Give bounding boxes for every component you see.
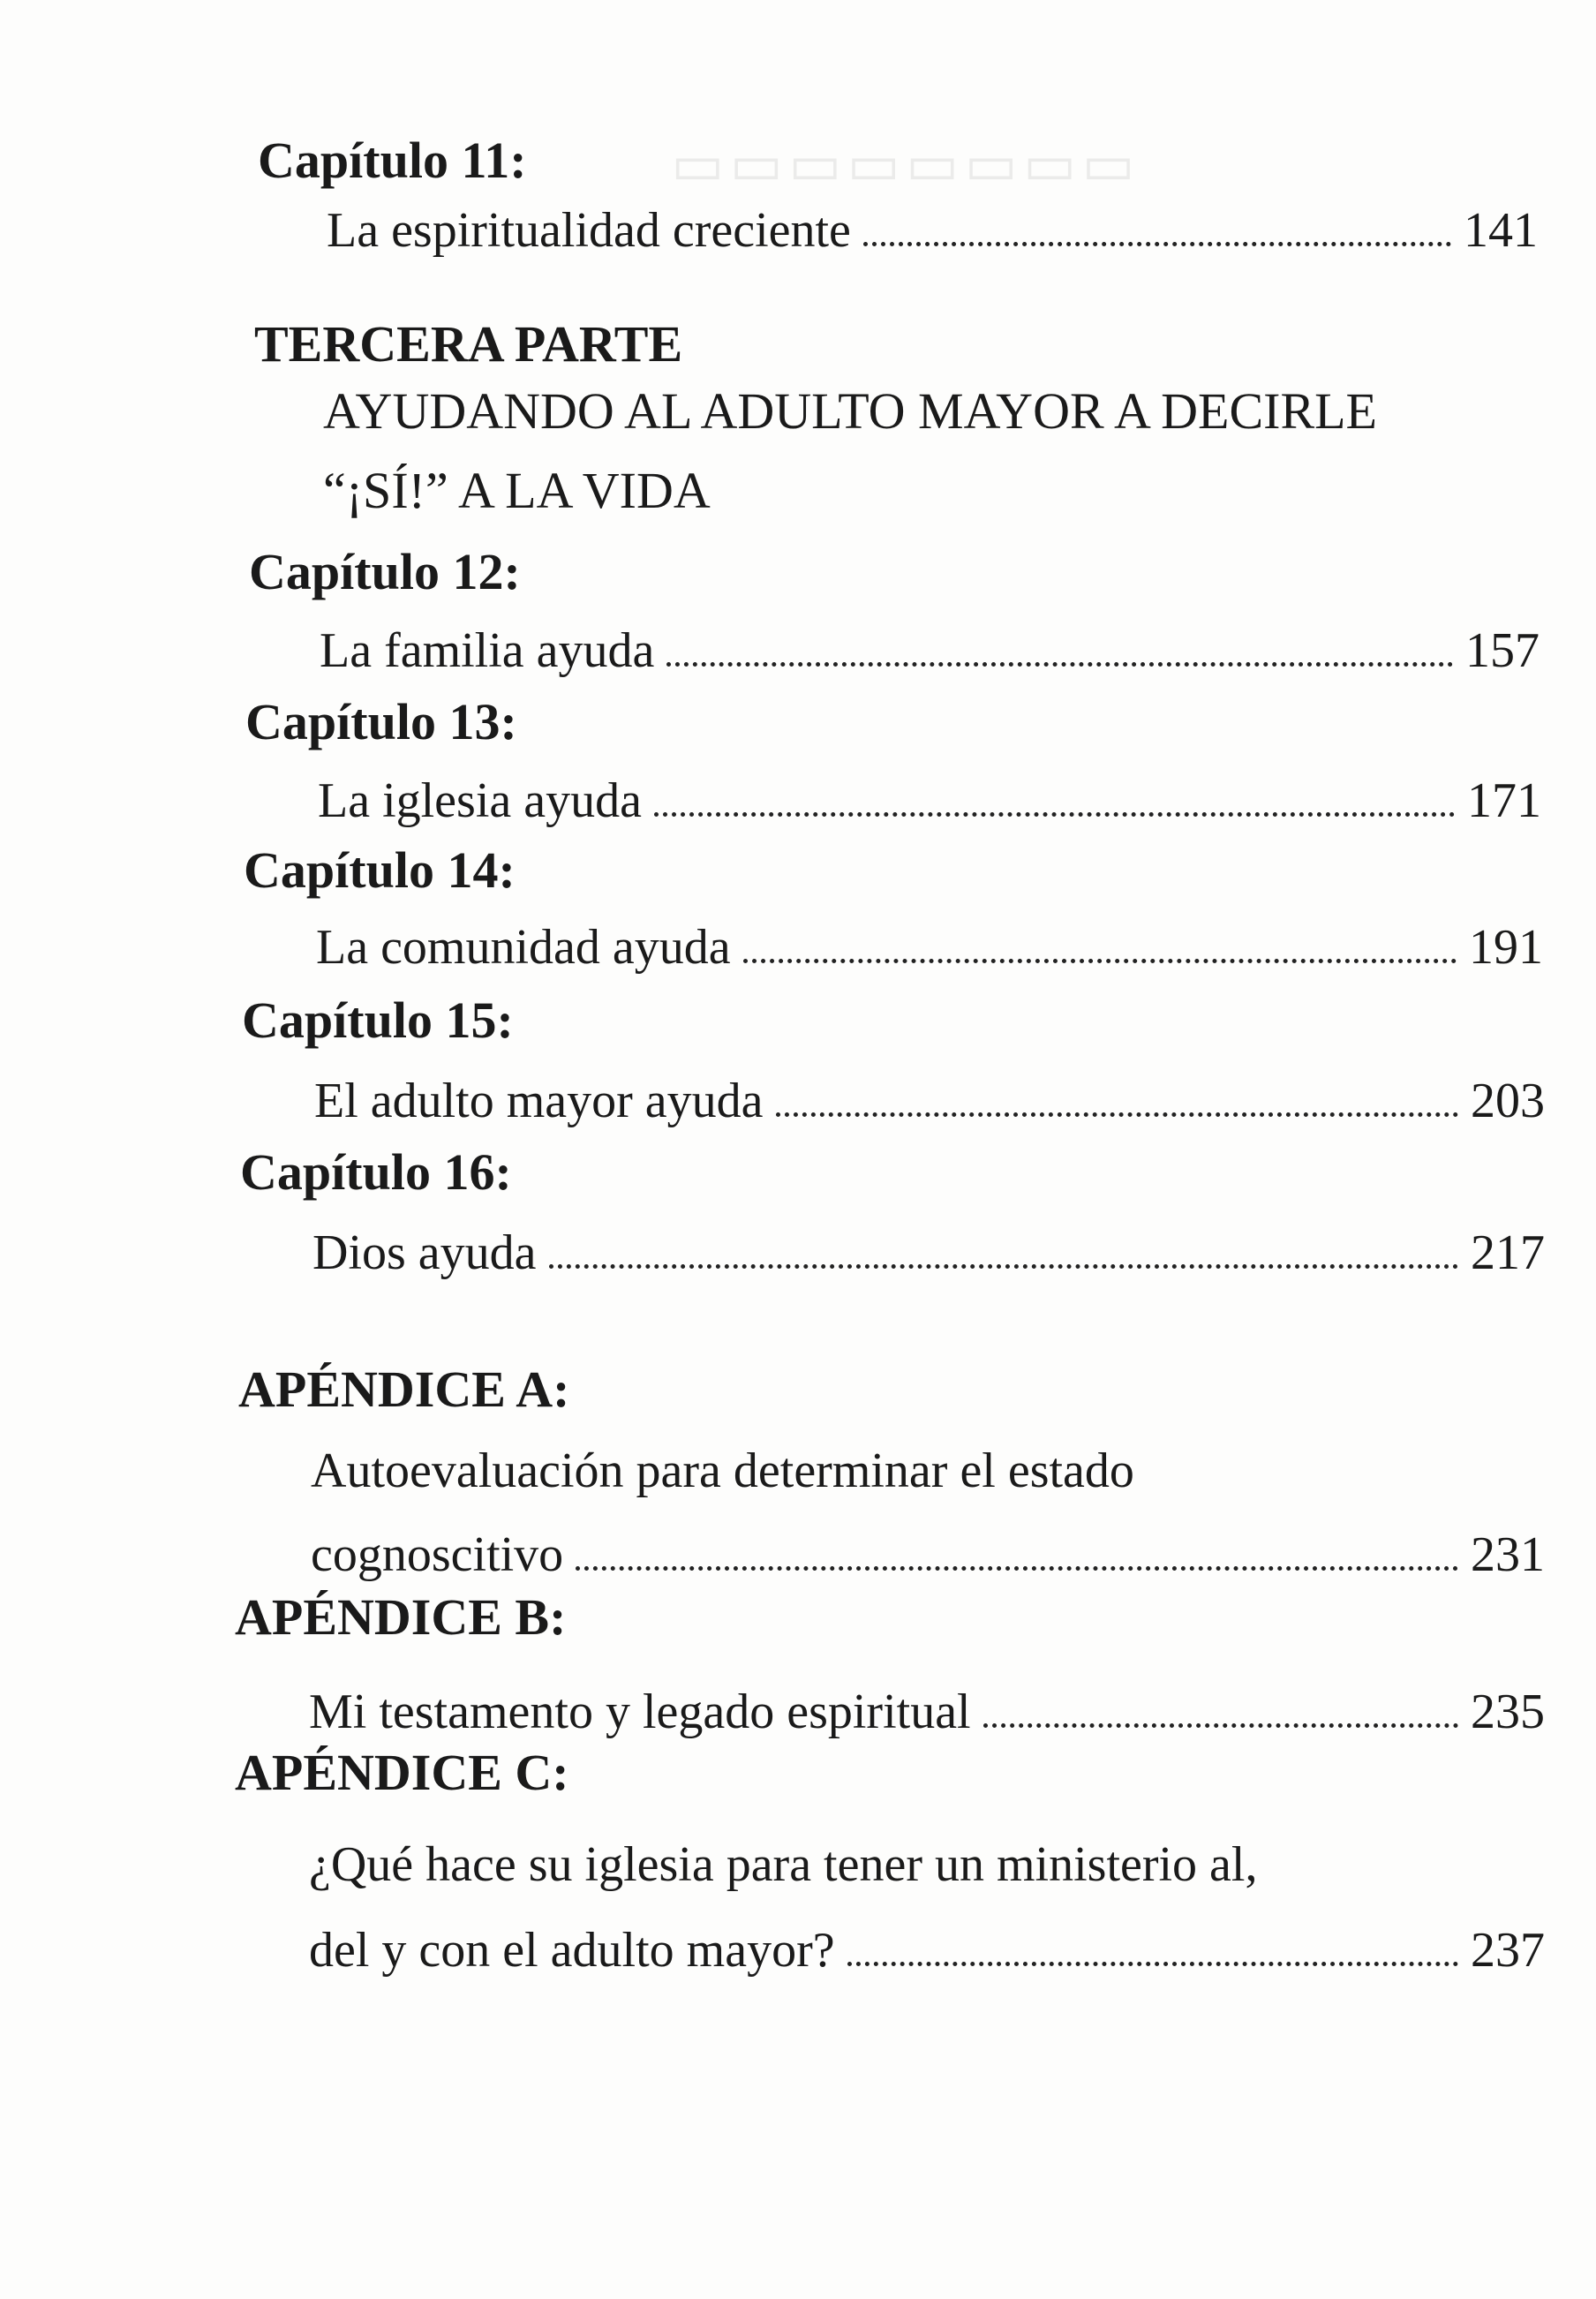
appendix-a-line-1: Autoevaluación para determinar el estado (311, 1443, 1134, 1498)
leader-dots (863, 192, 1451, 246)
chapter-12-title: La familia ayuda (320, 623, 655, 678)
chapter-11-label: Capítulo 11: (258, 132, 527, 189)
chapter-13-entry (318, 763, 1541, 829)
chapter-11-page: 141 (1464, 203, 1538, 258)
appendix-b-title: Mi testamento y legado espiritual (309, 1685, 971, 1739)
chapter-12-label: Capítulo 12: (249, 543, 521, 600)
chapter-12-page: 157 (1465, 623, 1540, 678)
leader-dots (576, 1517, 1458, 1571)
chapter-16-page: 217 (1471, 1225, 1545, 1280)
leader-dots (776, 1063, 1458, 1117)
appendix-a-entry (311, 1517, 1545, 1583)
chapter-15-page: 203 (1471, 1074, 1545, 1128)
appendix-a-label: APÉNDICE A: (238, 1361, 570, 1418)
chapter-15-label: Capítulo 15: (242, 991, 514, 1049)
part-3-line-1: AYUDANDO AL ADULTO MAYOR A DECIRLE (323, 382, 1377, 440)
leader-dots (983, 1674, 1458, 1728)
chapter-16-label: Capítulo 16: (240, 1143, 512, 1201)
chapter-15-entry (314, 1063, 1545, 1129)
appendix-b-entry (309, 1674, 1545, 1740)
leader-dots (847, 1912, 1458, 1966)
show-through-decoration: ▭▭▭▭▭▭▭▭ (671, 133, 1141, 196)
part-3-label: TERCERA PARTE (254, 315, 683, 373)
appendix-c-title: del y con el adulto mayor? (309, 1923, 835, 1978)
appendix-b-page: 235 (1471, 1685, 1545, 1739)
appendix-a-page: 231 (1471, 1527, 1545, 1582)
chapter-14-title: La comunidad ayuda (316, 920, 731, 975)
appendix-a-title: cognoscitivo (311, 1527, 564, 1582)
chapter-12-entry (320, 613, 1540, 679)
chapter-13-label: Capítulo 13: (245, 693, 517, 750)
chapter-11-entry (327, 192, 1538, 259)
leader-dots (666, 613, 1453, 667)
appendix-b-label: APÉNDICE B: (235, 1588, 567, 1646)
chapter-14-entry (316, 909, 1543, 976)
appendix-c-entry (309, 1912, 1545, 1979)
part-3-line-2: “¡SÍ!” A LA VIDA (323, 462, 711, 519)
chapter-13-title: La iglesia ayuda (318, 773, 642, 828)
chapter-15-title: El adulto mayor ayuda (314, 1074, 764, 1128)
leader-dots (743, 909, 1457, 963)
chapter-14-label: Capítulo 14: (244, 841, 516, 899)
chapter-11-title: La espiritualidad creciente (327, 203, 851, 258)
chapter-14-page: 191 (1469, 920, 1543, 975)
appendix-c-label: APÉNDICE C: (235, 1744, 569, 1801)
chapter-13-page: 171 (1467, 773, 1541, 828)
chapter-16-entry (312, 1215, 1545, 1281)
leader-dots (654, 763, 1455, 817)
appendix-c-line-1: ¿Qué hace su iglesia para tener un ministerio al, (309, 1837, 1258, 1892)
chapter-16-title: Dios ayuda (312, 1225, 537, 1280)
appendix-c-page: 237 (1471, 1923, 1545, 1978)
leader-dots (549, 1215, 1458, 1269)
